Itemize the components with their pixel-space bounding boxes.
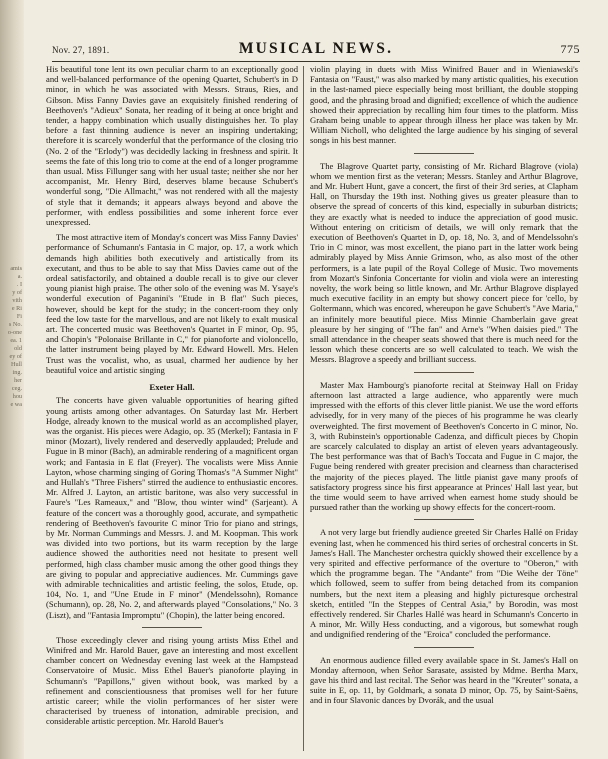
binding-fragment: old: [14, 345, 22, 352]
binding-fragment: ey of: [9, 353, 22, 360]
binding-fragment: s No.: [8, 321, 22, 328]
binding-fragment: a.: [17, 273, 22, 280]
page-number: 775: [560, 42, 580, 56]
masthead-title: MUSICAL NEWS.: [238, 40, 394, 57]
binding-fragment: Hull: [10, 361, 22, 368]
binding-fragment: ing.: [12, 369, 22, 376]
binding-fragment: o-one: [7, 329, 22, 336]
binding-fragment: e Ri: [11, 305, 22, 312]
paragraph: The Blagrove Quartet party, consisting of Mr. Richard Blagrove (viola) whom we mention first as the veteran; Messrs. Stanley and Arthur Blagrove, and Mr. Hubert Hunt, gave a concert, the first of their 3rd series, at Clapham Hall, on Thursday the 19th inst. Nothing gives us greater pleasure than to observe the spread of concerts of this kind, especially in suburban districts; they are exactly what is needed to induce the appreciation of good music. Without entering on criticism of details, we will only remark that the execution of Beethoven's Quartet in D, op. 18, No. 3, and of Mendelssohn's Trio in C minor, was most excellent, the piano part in the latter work being admirably played by Miss Annie Grimson, who, as also most of the other performers, is a late pupil of the Royal College of Music. Two movements from Mozart's Sinfonia Concertante for violin and viola were an interesting novelty, the work being so little known, and Mr. Arthur Blagrove displayed much executive facility in an empty but showy concert piece for 'cello, by Goltermann, which was encored, whereupon he gave Schubert's "Ave Maria," an infinitely more beautiful piece. Miss Minnie Chamberlain gave great pleasure by her singing of "The fan" and Arne's "When daisies pied." The small attendance in the cheaper seats showed that there is much need for the lesson which these concerts are so well calculated to teach. We wish the Messrs. Blagrove a speedy and brilliant success.: [310, 160, 578, 365]
paragraph: A not very large but friendly audience greeted Sir Charles Hallé on Friday evening last, when he commenced his third series of orchestral concerts in St. James's Hall. The Manchester orchestra quickly showed their excellence by a very spirited and effective performance of the overture to "Oberon," with which the programme began. The "Andante" from "Die Weihe der Töne" which followed, seem to suffer from being detached from its companion numbers, but the next item a pleasing and highly picturesque orchestral sketch, entitled "In the Steppes of Central Asia," by Borodin, was most effectively rendered. Sir Charles Hallé was heard in Schumann's Concerto in A minor, Mr. Willy Hess conducting, and a vigorous, but somewhat rough and undignified rendering of the "Eroica" concluded the performance.: [310, 527, 578, 640]
binding-fragment: amis: [10, 265, 22, 272]
binding-fragment: vith: [12, 297, 22, 304]
paragraph: The concerts have given valuable opportunities of hearing gifted young artists among other advantages. On Saturday last Mr. Herbert Hodge, already known to the musical world as an accomplished player, was the organist. His pieces were Adagio, op. 35 (Merkel); Fantasia in F minor (Mozart), lively rendered and deservedly applauded; Prelude and Fugue in B minor (Bach), an admirable rendering of a magnificent organ work; and Fantasia in E flat (Freyer). The vocalists were Miss Annie Layton, whose charming singing of Goring Thomas's "A Summer Night" and Hullah's "Three Fishers" stirred the audience to enthusiastic encores. Mr. Alfred J. Layton, an artistic baritone, was also very successful in Faure's "Les Rameaux," and "Blow, thou winter wind" (Sarjeant). A feature of the concert was a thoroughly good, accurate, and sympathetic rendering of Beethoven's favourite C minor Trio for piano and strings, by Mr. Norman Cummings and Messrs. J. and M. Koopman. This work was divided into two portions, but its warm reception by the large audience showed the authorities need not hesitate to present well performed, high class chamber music among the other good things they are giving to popular and appreciative audiences. Mr. Cummings gave with admirable technicalities and artistic feeling, the solos, Etude, op. 104, No. 1, and "Une Etude in F minor" (Mendelssohn), Romance (Schumann), op. 28, No. 2, and afterwards played "Consolations," No. 3 (Liszt), and "Fantasia Impromptu" (Chopin), the latter being encored.: [46, 395, 298, 620]
paragraph: The most attractive item of Monday's concert was Miss Fanny Davies' performance of Schumann's Fantasia in C major, op. 17, a work which demands high abilities both executively and artistically from its executant, and thus to be able to say that Miss Davies came out of the ordeal satisfactorily, and obtained a double recall is to give our clever young pianist high praise. The other solo of the evening was M. Ysaye's wonderful execution of Paganini's "Etude in B flat" Such pieces, however, should be kept for the study; in the concert-room they only feed the low taste for the marvellous, and are not likely to exalt musical art. The concerted music was Beethoven's Quartet in F minor, Op. 95, and Chopin's "Polonaise Brillante in C," for pianoforte and violoncello, the latter instrument being played by Mr. Edward Howell. Mrs. Helen Trust was the vocalist, who, as usual, charmed her audience by her beautiful voice and artistic singing: [46, 232, 298, 375]
page-header: [52, 40, 580, 58]
binding-gutter: [0, 0, 24, 759]
paragraph: Those exceedingly clever and rising young artists Miss Ethel and Winifred and Mr. Harold Bauer, gave an interesting and most excellent chamber concert on Wednesday evening last week at the Hampstead Conservatoire of Music. Miss Ethel Bauer's pianoforte playing in Schumann's "Papillons," given without book, was marked by a refinement and conscientiousness that promises well for her future artistic career; while the violin performances of her sister were characterised by trueness of intonation, admirable precision, and considerable artistic perception. Mr. Harold Bauer's: [46, 634, 298, 727]
paragraph: An enormous audience filled every available space in St. James's Hall on Monday afternoon, when Señor Sarasate, assisted by Mdme. Bertha Marx, gave his third and last recital. The Señor was heard in the "Kreuter" sonata, a suite in E, op. 11, by Goldmark, a sonata D minor, Op. 75, by Saint-Saëns, and in four Slavonic dances by Dvorák, and the usual: [310, 654, 578, 706]
right-column: [310, 64, 578, 754]
binding-fragment: e wa: [10, 401, 22, 408]
section-rule: [142, 627, 202, 628]
binding-fragment: hou: [12, 393, 22, 400]
section-rule: [414, 153, 474, 154]
binding-fragment: ea. 1: [10, 337, 22, 344]
paragraph: violin playing in duets with Miss Winifred Bauer and in Wieniawski's Fantasia on "Faust," was also marked by many artistic qualities, his execution in the last-named piece especially being most brilliant, the double stopping good, and the phrasing broad and dignified; excellence of which the audience showed their appreciation by recalling him four times to the platform. Miss Graham being unable to appear through illness her place was taken by Mr. William Nicholl, who delighted the large audience by his singing of several songs in his best manner.: [310, 64, 578, 146]
section-heading: Exeter Hall.: [149, 382, 195, 393]
binding-fragment: y of: [12, 289, 22, 296]
left-column: [46, 64, 298, 754]
section-rule: [414, 519, 474, 520]
paragraph: Master Max Hambourg's pianoforte recital at Steinway Hall on Friday afternoon last attracted a large audience, who apparently were much impressed with the efforts of this clever little pianist. We use the word efforts advisedly, for in very many of the pieces of his programme he was clearly overweighted. The first movement of Beethoven's Concerto in C minor, No. 3, with Rubinstein's opportionable Cadenza, and difficult pieces by Chopin are scarcely calculated to display an artist of eleven years advantageously. The best performance was that of Bach's Toccata and Fugue in C major, the Fugue being rendered with greater precision and clearness than characterised the majority of the pieces played. The little pianist gave many proofs of satisfactory progress since his first appearance at Princes' Hall last year, but the time would seem to have arrived when earnest home study should be pursued rather than the working up showy effects for the concert-room.: [310, 379, 578, 513]
column-divider: [303, 66, 304, 751]
newspaper-page: [30, 0, 600, 759]
binding-fragment: Fi: [16, 313, 22, 320]
binding-fragment: . I: [16, 281, 22, 288]
section-rule: [414, 647, 474, 648]
binding-fragment: her: [14, 377, 22, 384]
binding-fragment: ceg.: [11, 385, 22, 392]
paragraph: His beautiful tone lent its own peculiar charm to an exceptionally good and well-balanced performance of the opening Quartet, Schubert's in D minor, in which he was associated with Messrs. Straus, Ries, and Gibson. Miss Fanny Davies gave an exquisitely finished rendering of Beethoven's "Adieux" Sonata, her reading of it being at once bright and tender, a happy combination which usually distinguishes her. To play before a fast thinning audience is never an inspiring undertaking; therefore it is scarcely wonderful that the performance of the closing trio (No. 2 of the "Erlody") was decidedly lacking in freshness and spirit. It seems the fate of this long trio to come at the end of a longer programme than usual. Miss Fillunger sang with her usual taste; neither she nor her accompanist, Mr. Henry Bird, deserves blame because Schubert's wonderful song, "Die Allmacht," was not rendered with all the majesty of style that it demands; it appears always beyond and above the performer, with endless possibilities and some inherent force ever unexpressed.: [46, 64, 298, 228]
issue-date: Nov. 27, 1891.: [52, 45, 110, 55]
section-rule: [414, 372, 474, 373]
header-rule: [52, 61, 580, 62]
